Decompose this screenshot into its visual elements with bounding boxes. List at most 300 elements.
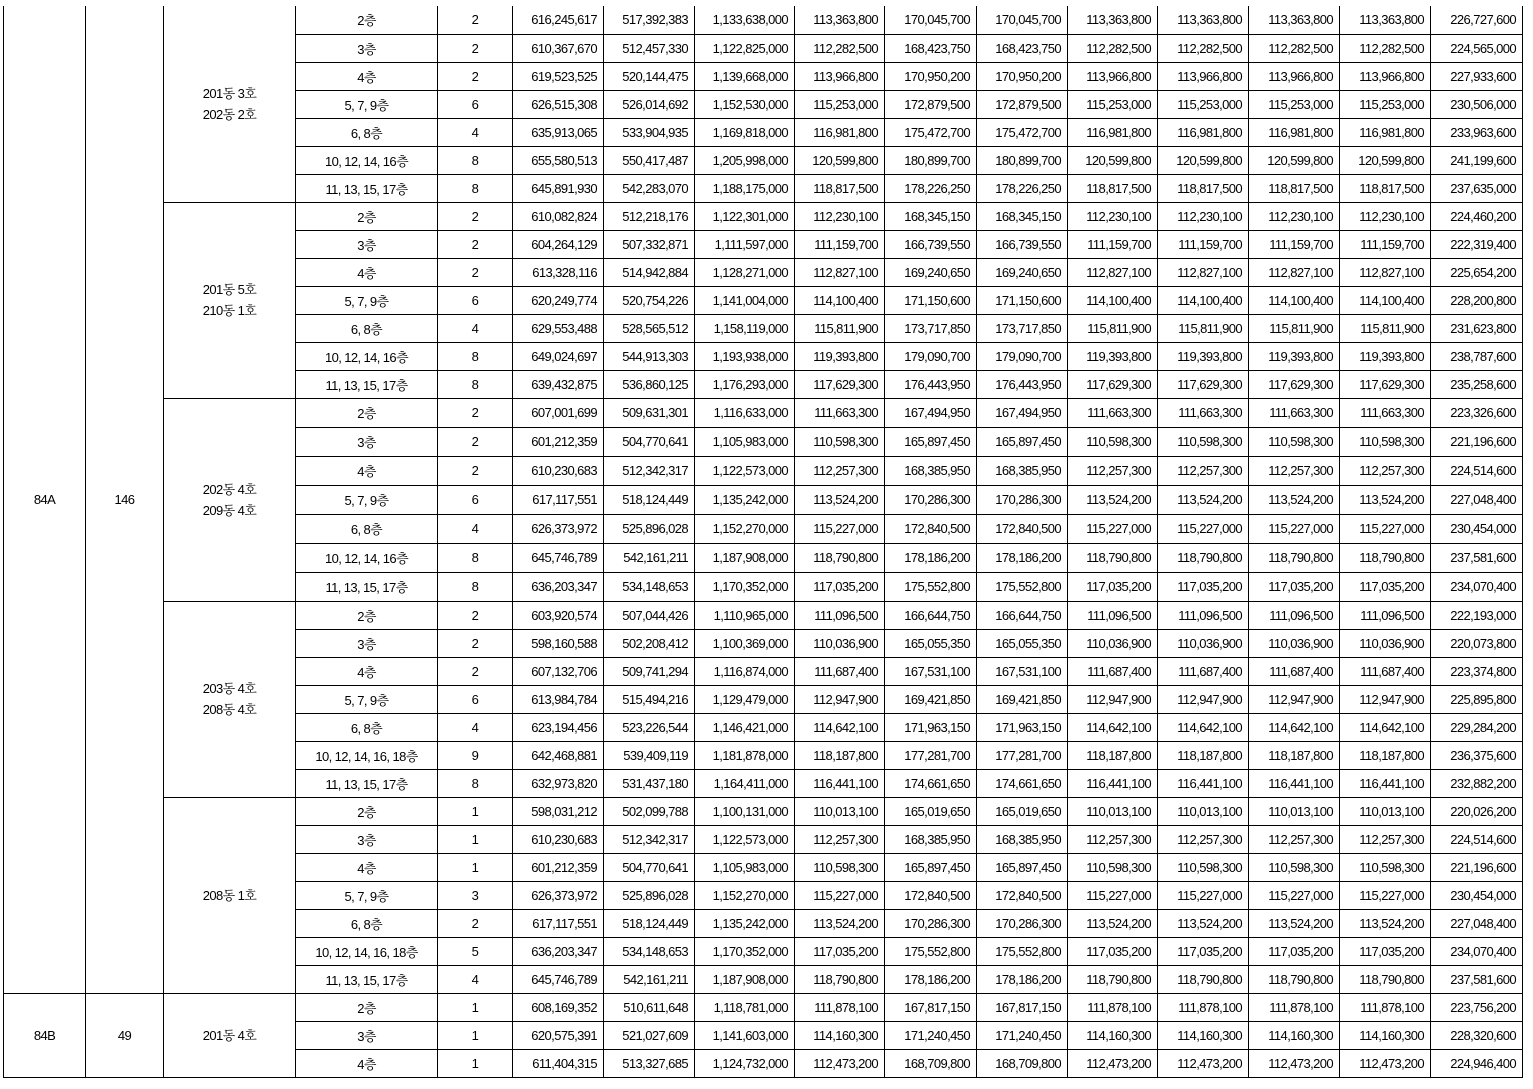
cell-amount-9: 114,642,100 [1249, 713, 1340, 741]
cell-amount-2: 510,611,648 [604, 993, 695, 1021]
cell-amount-1: 623,194,456 [513, 713, 604, 741]
cell-amount-1: 610,230,683 [513, 456, 604, 485]
cell-amount-11: 224,460,200 [1431, 202, 1523, 230]
cell-amount-10: 110,036,900 [1340, 629, 1431, 657]
cell-amount-10: 115,811,900 [1340, 314, 1431, 342]
cell-amount-9: 118,790,800 [1249, 965, 1340, 993]
cell-amount-7: 110,013,100 [1068, 797, 1158, 825]
cell-unit-count: 2 [438, 258, 513, 286]
cell-amount-6: 165,019,650 [977, 797, 1068, 825]
table-row [4, 6, 1523, 34]
cell-amount-11: 231,623,800 [1431, 314, 1523, 342]
cell-floor: 10, 12, 14, 16층 [296, 146, 438, 174]
cell-amount-2: 504,770,641 [604, 427, 695, 456]
cell-building-units [164, 398, 296, 601]
cell-floor: 6, 8층 [296, 713, 438, 741]
cell-amount-9: 119,393,800 [1249, 342, 1340, 370]
cell-building-units [164, 797, 296, 993]
cell-amount-2: 512,457,330 [604, 34, 695, 62]
cell-amount-3: 1,152,270,000 [695, 881, 795, 909]
cell-amount-8: 112,282,500 [1158, 34, 1249, 62]
cell-amount-3: 1,111,597,000 [695, 230, 795, 258]
cell-amount-2: 544,913,303 [604, 342, 695, 370]
cell-unit-type: 84B [4, 993, 86, 1077]
cell-amount-10: 111,687,400 [1340, 657, 1431, 685]
cell-amount-3: 1,105,983,000 [695, 853, 795, 881]
cell-unit-count: 1 [438, 1049, 513, 1077]
cell-amount-10: 110,598,300 [1340, 427, 1431, 456]
cell-amount-2: 507,044,426 [604, 601, 695, 629]
cell-amount-9: 118,790,800 [1249, 543, 1340, 572]
cell-amount-7: 112,473,200 [1068, 1049, 1158, 1077]
cell-floor: 4층 [296, 258, 438, 286]
cell-amount-2: 517,392,383 [604, 6, 695, 34]
cell-unit-count: 8 [438, 769, 513, 797]
cell-amount-11: 237,581,600 [1431, 965, 1523, 993]
cell-amount-9: 116,441,100 [1249, 769, 1340, 797]
cell-amount-8: 119,393,800 [1158, 342, 1249, 370]
cell-amount-4: 115,227,000 [795, 881, 885, 909]
cell-amount-3: 1,116,633,000 [695, 398, 795, 427]
cell-amount-10: 113,363,800 [1340, 6, 1431, 34]
cell-amount-8: 110,013,100 [1158, 797, 1249, 825]
cell-amount-6: 168,709,800 [977, 1049, 1068, 1077]
cell-amount-3: 1,176,293,000 [695, 370, 795, 398]
cell-amount-7: 110,598,300 [1068, 853, 1158, 881]
cell-amount-2: 520,754,226 [604, 286, 695, 314]
cell-amount-1: 620,575,391 [513, 1021, 604, 1049]
cell-amount-6: 180,899,700 [977, 146, 1068, 174]
cell-floor: 10, 12, 14, 16, 18층 [296, 937, 438, 965]
cell-amount-8: 111,663,300 [1158, 398, 1249, 427]
building-unit-label: 202동 4호 [202, 481, 257, 497]
building-unit-label: 210동 1호 [202, 303, 257, 318]
cell-amount-3: 1,152,530,000 [695, 90, 795, 118]
cell-amount-1: 604,264,129 [513, 230, 604, 258]
cell-amount-3: 1,187,908,000 [695, 543, 795, 572]
cell-floor: 10, 12, 14, 16층 [296, 342, 438, 370]
cell-amount-10: 118,187,800 [1340, 741, 1431, 769]
cell-amount-8: 113,524,200 [1158, 909, 1249, 937]
cell-amount-9: 114,160,300 [1249, 1021, 1340, 1049]
cell-amount-10: 112,282,500 [1340, 34, 1431, 62]
cell-amount-6: 169,421,850 [977, 685, 1068, 713]
cell-amount-1: 636,203,347 [513, 937, 604, 965]
cell-amount-8: 113,966,800 [1158, 62, 1249, 90]
cell-household-count: 49 [86, 993, 164, 1077]
cell-floor: 4층 [296, 62, 438, 90]
cell-amount-9: 112,473,200 [1249, 1049, 1340, 1077]
cell-amount-5: 165,019,650 [885, 797, 977, 825]
cell-amount-9: 112,282,500 [1249, 34, 1340, 62]
cell-amount-5: 168,385,950 [885, 825, 977, 853]
table-body [4, 6, 1523, 1077]
cell-amount-8: 117,035,200 [1158, 937, 1249, 965]
cell-amount-10: 118,790,800 [1340, 965, 1431, 993]
cell-amount-3: 1,122,825,000 [695, 34, 795, 62]
cell-amount-6: 170,286,300 [977, 485, 1068, 514]
building-unit-label: 201동 4호 [202, 1027, 257, 1043]
cell-amount-8: 112,473,200 [1158, 1049, 1249, 1077]
cell-amount-3: 1,133,638,000 [695, 6, 795, 34]
cell-amount-7: 115,227,000 [1068, 881, 1158, 909]
cell-amount-4: 119,393,800 [795, 342, 885, 370]
cell-amount-2: 539,409,119 [604, 741, 695, 769]
cell-amount-11: 234,070,400 [1431, 572, 1523, 601]
cell-amount-3: 1,122,301,000 [695, 202, 795, 230]
cell-amount-7: 112,257,300 [1068, 825, 1158, 853]
cell-floor: 3층 [296, 34, 438, 62]
cell-amount-5: 170,286,300 [885, 485, 977, 514]
cell-amount-6: 168,385,950 [977, 456, 1068, 485]
cell-amount-8: 118,790,800 [1158, 543, 1249, 572]
cell-amount-4: 113,363,800 [795, 6, 885, 34]
cell-amount-9: 110,598,300 [1249, 853, 1340, 881]
cell-amount-2: 542,161,211 [604, 543, 695, 572]
cell-amount-4: 114,642,100 [795, 713, 885, 741]
cell-amount-4: 118,187,800 [795, 741, 885, 769]
cell-amount-9: 110,598,300 [1249, 427, 1340, 456]
cell-unit-count: 8 [438, 146, 513, 174]
cell-unit-count: 2 [438, 62, 513, 90]
cell-amount-7: 119,393,800 [1068, 342, 1158, 370]
cell-floor: 5, 7, 9층 [296, 90, 438, 118]
cell-amount-11: 227,048,400 [1431, 485, 1523, 514]
cell-amount-10: 116,441,100 [1340, 769, 1431, 797]
cell-amount-10: 120,599,800 [1340, 146, 1431, 174]
cell-amount-7: 113,363,800 [1068, 6, 1158, 34]
cell-amount-6: 170,045,700 [977, 6, 1068, 34]
cell-amount-7: 115,227,000 [1068, 514, 1158, 543]
cell-amount-6: 170,286,300 [977, 909, 1068, 937]
cell-amount-4: 111,687,400 [795, 657, 885, 685]
cell-amount-4: 112,257,300 [795, 456, 885, 485]
cell-amount-9: 120,599,800 [1249, 146, 1340, 174]
cell-amount-11: 220,073,800 [1431, 629, 1523, 657]
cell-unit-count: 1 [438, 853, 513, 881]
cell-amount-7: 120,599,800 [1068, 146, 1158, 174]
cell-amount-10: 112,827,100 [1340, 258, 1431, 286]
cell-amount-9: 112,947,900 [1249, 685, 1340, 713]
cell-amount-2: 512,342,317 [604, 825, 695, 853]
cell-unit-count: 1 [438, 825, 513, 853]
cell-amount-11: 222,193,000 [1431, 601, 1523, 629]
cell-amount-9: 118,817,500 [1249, 174, 1340, 202]
cell-amount-1: 655,580,513 [513, 146, 604, 174]
cell-amount-6: 168,345,150 [977, 202, 1068, 230]
cell-amount-1: 649,024,697 [513, 342, 604, 370]
cell-amount-8: 111,687,400 [1158, 657, 1249, 685]
cell-floor: 4층 [296, 456, 438, 485]
cell-amount-5: 173,717,850 [885, 314, 977, 342]
cell-amount-1: 611,404,315 [513, 1049, 604, 1077]
cell-amount-11: 224,514,600 [1431, 825, 1523, 853]
cell-amount-6: 166,644,750 [977, 601, 1068, 629]
cell-floor: 3층 [296, 629, 438, 657]
cell-unit-count: 1 [438, 797, 513, 825]
cell-unit-count: 2 [438, 427, 513, 456]
cell-amount-2: 526,014,692 [604, 90, 695, 118]
cell-amount-5: 171,240,450 [885, 1021, 977, 1049]
cell-unit-count: 2 [438, 6, 513, 34]
cell-amount-1: 645,746,789 [513, 965, 604, 993]
cell-amount-3: 1,100,131,000 [695, 797, 795, 825]
cell-unit-count: 2 [438, 230, 513, 258]
cell-amount-3: 1,135,242,000 [695, 909, 795, 937]
cell-amount-10: 110,013,100 [1340, 797, 1431, 825]
cell-amount-6: 171,963,150 [977, 713, 1068, 741]
cell-amount-10: 117,629,300 [1340, 370, 1431, 398]
cell-amount-7: 112,230,100 [1068, 202, 1158, 230]
cell-amount-10: 117,035,200 [1340, 572, 1431, 601]
cell-amount-3: 1,100,369,000 [695, 629, 795, 657]
cell-floor: 6, 8층 [296, 909, 438, 937]
cell-amount-2: 531,437,180 [604, 769, 695, 797]
cell-amount-5: 168,709,800 [885, 1049, 977, 1077]
cell-amount-8: 112,257,300 [1158, 825, 1249, 853]
cell-amount-7: 114,642,100 [1068, 713, 1158, 741]
cell-amount-3: 1,128,271,000 [695, 258, 795, 286]
building-unit-label: 201동 3호 [202, 85, 257, 101]
cell-amount-1: 613,328,116 [513, 258, 604, 286]
cell-amount-6: 165,897,450 [977, 853, 1068, 881]
cell-amount-4: 115,227,000 [795, 514, 885, 543]
cell-amount-2: 542,161,211 [604, 965, 695, 993]
cell-amount-1: 617,117,551 [513, 909, 604, 937]
cell-amount-2: 520,144,475 [604, 62, 695, 90]
cell-amount-11: 230,454,000 [1431, 881, 1523, 909]
cell-amount-10: 115,227,000 [1340, 514, 1431, 543]
cell-amount-5: 167,817,150 [885, 993, 977, 1021]
cell-amount-11: 224,514,600 [1431, 456, 1523, 485]
building-unit-label: 202동 2호 [202, 106, 257, 122]
cell-amount-2: 534,148,653 [604, 937, 695, 965]
cell-amount-2: 502,099,788 [604, 797, 695, 825]
cell-amount-11: 229,284,200 [1431, 713, 1523, 741]
table-row [4, 993, 1523, 1021]
cell-amount-1: 598,031,212 [513, 797, 604, 825]
cell-unit-count: 2 [438, 456, 513, 485]
cell-amount-5: 172,840,500 [885, 881, 977, 909]
cell-amount-7: 118,790,800 [1068, 965, 1158, 993]
cell-amount-2: 528,565,512 [604, 314, 695, 342]
cell-amount-8: 114,160,300 [1158, 1021, 1249, 1049]
cell-amount-11: 233,963,600 [1431, 118, 1523, 146]
cell-amount-8: 114,642,100 [1158, 713, 1249, 741]
cell-amount-3: 1,118,781,000 [695, 993, 795, 1021]
cell-amount-8: 111,878,100 [1158, 993, 1249, 1021]
cell-floor: 2층 [296, 993, 438, 1021]
cell-amount-5: 170,950,200 [885, 62, 977, 90]
cell-amount-10: 114,160,300 [1340, 1021, 1431, 1049]
cell-amount-8: 112,827,100 [1158, 258, 1249, 286]
cell-amount-2: 550,417,487 [604, 146, 695, 174]
cell-amount-8: 110,036,900 [1158, 629, 1249, 657]
cell-amount-5: 179,090,700 [885, 342, 977, 370]
cell-floor: 2층 [296, 797, 438, 825]
cell-amount-1: 635,913,065 [513, 118, 604, 146]
cell-amount-6: 167,817,150 [977, 993, 1068, 1021]
cell-amount-5: 165,897,450 [885, 427, 977, 456]
cell-amount-7: 112,947,900 [1068, 685, 1158, 713]
cell-amount-1: 626,373,972 [513, 514, 604, 543]
cell-amount-5: 165,055,350 [885, 629, 977, 657]
cell-amount-2: 542,283,070 [604, 174, 695, 202]
cell-unit-count: 1 [438, 1021, 513, 1049]
cell-household-count: 146 [86, 6, 164, 993]
cell-amount-5: 175,472,700 [885, 118, 977, 146]
cell-amount-11: 232,882,200 [1431, 769, 1523, 797]
cell-amount-2: 518,124,449 [604, 485, 695, 514]
cell-amount-3: 1,122,573,000 [695, 456, 795, 485]
cell-amount-7: 116,441,100 [1068, 769, 1158, 797]
cell-amount-11: 230,506,000 [1431, 90, 1523, 118]
cell-amount-6: 171,150,600 [977, 286, 1068, 314]
cell-amount-3: 1,122,573,000 [695, 825, 795, 853]
cell-amount-2: 504,770,641 [604, 853, 695, 881]
cell-floor: 6, 8층 [296, 314, 438, 342]
cell-amount-1: 603,920,574 [513, 601, 604, 629]
cell-amount-11: 227,933,600 [1431, 62, 1523, 90]
cell-amount-1: 607,132,706 [513, 657, 604, 685]
cell-amount-10: 114,642,100 [1340, 713, 1431, 741]
cell-amount-10: 111,878,100 [1340, 993, 1431, 1021]
cell-amount-11: 223,374,800 [1431, 657, 1523, 685]
cell-amount-11: 223,326,600 [1431, 398, 1523, 427]
cell-unit-count: 8 [438, 370, 513, 398]
cell-amount-9: 115,227,000 [1249, 881, 1340, 909]
cell-amount-9: 117,035,200 [1249, 572, 1340, 601]
cell-amount-10: 113,966,800 [1340, 62, 1431, 90]
cell-amount-11: 222,319,400 [1431, 230, 1523, 258]
cell-unit-count: 4 [438, 514, 513, 543]
cell-amount-5: 172,840,500 [885, 514, 977, 543]
cell-floor: 4층 [296, 657, 438, 685]
cell-amount-6: 178,186,200 [977, 543, 1068, 572]
cell-amount-5: 175,552,800 [885, 937, 977, 965]
cell-unit-count: 2 [438, 601, 513, 629]
cell-amount-6: 172,840,500 [977, 514, 1068, 543]
cell-amount-6: 173,717,850 [977, 314, 1068, 342]
cell-amount-10: 115,253,000 [1340, 90, 1431, 118]
cell-amount-2: 509,741,294 [604, 657, 695, 685]
cell-amount-4: 111,663,300 [795, 398, 885, 427]
cell-amount-4: 118,790,800 [795, 543, 885, 572]
cell-floor: 11, 13, 15, 17층 [296, 174, 438, 202]
cell-amount-8: 116,981,800 [1158, 118, 1249, 146]
cell-amount-3: 1,135,242,000 [695, 485, 795, 514]
cell-amount-1: 620,249,774 [513, 286, 604, 314]
cell-amount-9: 111,878,100 [1249, 993, 1340, 1021]
cell-amount-4: 115,253,000 [795, 90, 885, 118]
cell-amount-8: 114,100,400 [1158, 286, 1249, 314]
cell-unit-count: 6 [438, 685, 513, 713]
cell-amount-4: 120,599,800 [795, 146, 885, 174]
cell-amount-3: 1,146,421,000 [695, 713, 795, 741]
cell-amount-9: 111,096,500 [1249, 601, 1340, 629]
cell-amount-3: 1,152,270,000 [695, 514, 795, 543]
cell-amount-9: 112,827,100 [1249, 258, 1340, 286]
cell-building-units [164, 202, 296, 398]
cell-floor: 10, 12, 14, 16, 18층 [296, 741, 438, 769]
cell-amount-4: 114,160,300 [795, 1021, 885, 1049]
cell-amount-8: 115,227,000 [1158, 514, 1249, 543]
cell-amount-6: 170,950,200 [977, 62, 1068, 90]
cell-amount-4: 115,811,900 [795, 314, 885, 342]
cell-amount-5: 171,963,150 [885, 713, 977, 741]
cell-unit-count: 2 [438, 202, 513, 230]
cell-amount-1: 645,746,789 [513, 543, 604, 572]
cell-amount-4: 114,100,400 [795, 286, 885, 314]
cell-amount-9: 113,966,800 [1249, 62, 1340, 90]
cell-amount-6: 168,385,950 [977, 825, 1068, 853]
cell-amount-3: 1,169,818,000 [695, 118, 795, 146]
cell-amount-6: 179,090,700 [977, 342, 1068, 370]
cell-amount-9: 112,230,100 [1249, 202, 1340, 230]
cell-amount-5: 174,661,650 [885, 769, 977, 797]
cell-floor: 3층 [296, 825, 438, 853]
cell-amount-1: 608,169,352 [513, 993, 604, 1021]
cell-amount-8: 116,441,100 [1158, 769, 1249, 797]
cell-unit-count: 8 [438, 342, 513, 370]
cell-amount-7: 114,100,400 [1068, 286, 1158, 314]
cell-unit-count: 3 [438, 881, 513, 909]
cell-amount-5: 170,045,700 [885, 6, 977, 34]
cell-amount-10: 117,035,200 [1340, 937, 1431, 965]
cell-amount-10: 113,524,200 [1340, 485, 1431, 514]
cell-amount-11: 223,756,200 [1431, 993, 1523, 1021]
building-unit-label: 208동 1호 [202, 887, 257, 903]
cell-amount-4: 113,524,200 [795, 909, 885, 937]
cell-amount-7: 113,524,200 [1068, 909, 1158, 937]
cell-amount-9: 110,013,100 [1249, 797, 1340, 825]
cell-amount-6: 165,055,350 [977, 629, 1068, 657]
cell-amount-11: 236,375,600 [1431, 741, 1523, 769]
cell-amount-4: 117,035,200 [795, 572, 885, 601]
cell-amount-11: 224,946,400 [1431, 1049, 1523, 1077]
cell-amount-4: 110,013,100 [795, 797, 885, 825]
table-row [4, 202, 1523, 230]
cell-amount-3: 1,193,938,000 [695, 342, 795, 370]
cell-unit-type: 84A [4, 6, 86, 993]
cell-amount-10: 115,227,000 [1340, 881, 1431, 909]
cell-amount-5: 168,345,150 [885, 202, 977, 230]
cell-floor: 3층 [296, 1021, 438, 1049]
building-unit-label: 203동 4호 [202, 681, 257, 696]
cell-amount-10: 116,981,800 [1340, 118, 1431, 146]
cell-amount-11: 230,454,000 [1431, 514, 1523, 543]
cell-unit-count: 2 [438, 398, 513, 427]
cell-unit-count: 9 [438, 741, 513, 769]
cell-amount-9: 113,524,200 [1249, 485, 1340, 514]
cell-amount-1: 607,001,699 [513, 398, 604, 427]
cell-amount-5: 167,494,950 [885, 398, 977, 427]
cell-amount-4: 113,966,800 [795, 62, 885, 90]
cell-amount-8: 112,947,900 [1158, 685, 1249, 713]
cell-amount-4: 113,524,200 [795, 485, 885, 514]
cell-amount-4: 110,036,900 [795, 629, 885, 657]
cell-amount-1: 639,432,875 [513, 370, 604, 398]
cell-unit-count: 4 [438, 118, 513, 146]
cell-amount-11: 228,320,600 [1431, 1021, 1523, 1049]
cell-amount-10: 111,096,500 [1340, 601, 1431, 629]
cell-amount-11: 221,196,600 [1431, 853, 1523, 881]
cell-unit-count: 6 [438, 286, 513, 314]
cell-amount-4: 111,878,100 [795, 993, 885, 1021]
cell-amount-1: 619,523,525 [513, 62, 604, 90]
cell-floor: 5, 7, 9층 [296, 881, 438, 909]
cell-amount-5: 178,186,200 [885, 965, 977, 993]
